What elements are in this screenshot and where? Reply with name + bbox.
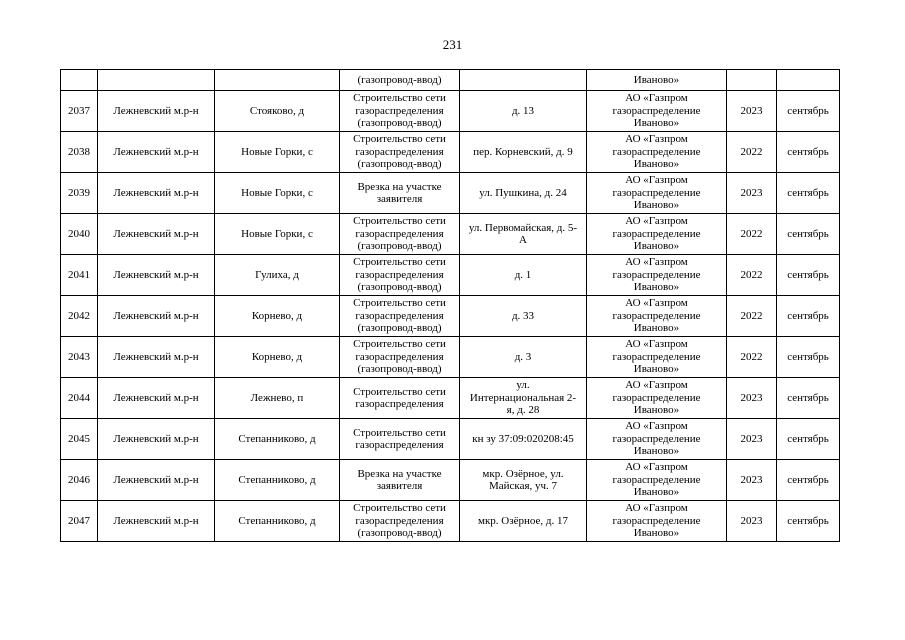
row-number-cell bbox=[61, 337, 98, 378]
year-cell bbox=[727, 214, 777, 255]
row-number-cell bbox=[61, 132, 98, 173]
cell-text: Корнево, д bbox=[251, 309, 303, 322]
cell-text: Строительство сети газораспределения (газопровод-ввод) bbox=[353, 215, 446, 253]
cell-text: Лежневский м.р-н bbox=[113, 104, 199, 117]
settlement-cell bbox=[215, 91, 340, 132]
district-cell bbox=[98, 296, 215, 337]
work-type-cell bbox=[340, 501, 460, 542]
year-cell bbox=[727, 337, 777, 378]
cell-text: 2042 bbox=[68, 309, 90, 322]
work-type-cell bbox=[340, 255, 460, 296]
organization-cell bbox=[587, 378, 727, 419]
settlement-cell bbox=[215, 337, 340, 378]
cell-text: сентябрь bbox=[787, 432, 829, 445]
organization-cell bbox=[587, 419, 727, 460]
cell-text: Лежневский м.р-н bbox=[113, 186, 199, 199]
address-cell bbox=[460, 255, 587, 296]
month-cell bbox=[777, 91, 840, 132]
cell-text: Строительство сети газораспределения bbox=[353, 385, 446, 410]
cell-text: АО «Газпром газораспределение Иваново» bbox=[612, 297, 701, 335]
cell-text: сентябрь bbox=[787, 227, 829, 240]
table-row bbox=[61, 460, 840, 501]
table-row bbox=[61, 173, 840, 214]
cell-text: сентябрь bbox=[787, 145, 829, 158]
settlement-cell bbox=[215, 460, 340, 501]
month-cell bbox=[777, 419, 840, 460]
cell-text: Лежневский м.р-н bbox=[113, 514, 199, 527]
cell-text: Лежневский м.р-н bbox=[113, 227, 199, 240]
month-cell bbox=[777, 460, 840, 501]
district-cell bbox=[98, 501, 215, 542]
address-cell bbox=[460, 296, 587, 337]
cell-text: д. 33 bbox=[511, 309, 535, 322]
district-cell bbox=[98, 173, 215, 214]
data-table bbox=[60, 69, 840, 542]
row-number-cell bbox=[61, 296, 98, 337]
cell-text: Лежневский м.р-н bbox=[113, 268, 199, 281]
district-cell bbox=[98, 337, 215, 378]
work-type-cell bbox=[340, 173, 460, 214]
cell-text: кн зу 37:09:020208:45 bbox=[472, 432, 574, 445]
year-cell bbox=[727, 132, 777, 173]
address-cell bbox=[460, 132, 587, 173]
year-cell bbox=[727, 173, 777, 214]
month-cell bbox=[777, 173, 840, 214]
row-number-cell bbox=[61, 91, 98, 132]
work-type-cell bbox=[340, 419, 460, 460]
cell-text: Врезка на участке заявителя bbox=[357, 467, 442, 492]
address-cell bbox=[460, 214, 587, 255]
cell-text: Степанниково, д bbox=[238, 473, 316, 486]
cell-text: 2022 bbox=[740, 145, 763, 158]
month-cell bbox=[777, 132, 840, 173]
settlement-cell bbox=[215, 378, 340, 419]
month-cell bbox=[777, 337, 840, 378]
table-row bbox=[61, 91, 840, 132]
row-number-cell bbox=[61, 70, 98, 91]
address-cell bbox=[460, 460, 587, 501]
settlement-cell bbox=[215, 214, 340, 255]
cell-text: ул. Первомайская, д. 5- А bbox=[468, 221, 578, 246]
cell-text: АО «Газпром газораспределение Иваново» bbox=[612, 174, 701, 212]
settlement-cell bbox=[215, 419, 340, 460]
cell-text: 2040 bbox=[68, 227, 90, 240]
cell-text: 2043 bbox=[68, 350, 90, 363]
organization-cell bbox=[587, 337, 727, 378]
cell-text: Строительство сети газораспределения (газопровод-ввод) bbox=[353, 297, 446, 335]
address-cell bbox=[460, 419, 587, 460]
cell-text: сентябрь bbox=[787, 309, 829, 322]
cell-text: Лежнево, п bbox=[250, 391, 304, 404]
cell-text: Степанниково, д bbox=[238, 432, 316, 445]
organization-cell bbox=[587, 132, 727, 173]
cell-text: Лежневский м.р-н bbox=[113, 432, 199, 445]
address-cell bbox=[460, 91, 587, 132]
cell-text: Строительство сети газораспределения (газопровод-ввод) bbox=[353, 133, 446, 171]
cell-text: Гулиха, д bbox=[255, 268, 299, 281]
work-type-cell bbox=[340, 214, 460, 255]
cell-text: д. 13 bbox=[511, 104, 535, 117]
district-cell bbox=[98, 460, 215, 501]
cell-text: 2037 bbox=[68, 104, 90, 117]
settlement-cell bbox=[215, 255, 340, 296]
cell-text: АО «Газпром газораспределение Иваново» bbox=[612, 133, 701, 171]
cell-text: 2047 bbox=[68, 514, 90, 527]
row-number-cell bbox=[61, 214, 98, 255]
cell-text: Корнево, д bbox=[251, 350, 303, 363]
month-cell bbox=[777, 501, 840, 542]
row-number-cell bbox=[61, 419, 98, 460]
cell-text: Строительство сети газораспределения (газопровод-ввод) bbox=[353, 92, 446, 130]
settlement-cell bbox=[215, 173, 340, 214]
cell-text: АО «Газпром газораспределение Иваново» bbox=[612, 338, 701, 376]
cell-text: Строительство сети газораспределения (газопровод-ввод) bbox=[353, 256, 446, 294]
district-cell bbox=[98, 70, 215, 91]
organization-cell bbox=[587, 460, 727, 501]
district-cell bbox=[98, 255, 215, 296]
work-type-cell bbox=[340, 460, 460, 501]
row-number-cell bbox=[61, 378, 98, 419]
row-number-cell bbox=[61, 255, 98, 296]
cell-text: сентябрь bbox=[787, 473, 829, 486]
month-cell bbox=[777, 296, 840, 337]
month-cell bbox=[777, 214, 840, 255]
settlement-cell bbox=[215, 296, 340, 337]
year-cell bbox=[727, 419, 777, 460]
settlement-cell bbox=[215, 501, 340, 542]
cell-text: Строительство сети газораспределения bbox=[353, 426, 446, 451]
district-cell bbox=[98, 91, 215, 132]
cell-text: Степанниково, д bbox=[238, 514, 316, 527]
table-row bbox=[61, 337, 840, 378]
cell-text: 2022 bbox=[740, 268, 763, 281]
table-row bbox=[61, 378, 840, 419]
organization-cell bbox=[587, 255, 727, 296]
cell-text: мкр. Озёрное, д. 17 bbox=[478, 514, 568, 527]
row-number-cell bbox=[61, 173, 98, 214]
cell-text: 2022 bbox=[740, 227, 763, 240]
table-row-continued bbox=[61, 70, 840, 91]
cell-text: Лежневский м.р-н bbox=[113, 391, 199, 404]
cell-text: 2023 bbox=[740, 473, 763, 486]
cell-text: Новые Горки, с bbox=[241, 186, 313, 199]
cell-text: 2023 bbox=[740, 514, 763, 527]
cell-text: АО «Газпром газораспределение Иваново» bbox=[612, 92, 701, 130]
table-row bbox=[61, 132, 840, 173]
cell-text: 2044 bbox=[68, 391, 90, 404]
cell-text: 2023 bbox=[740, 432, 763, 445]
cell-text: Лежневский м.р-н bbox=[113, 350, 199, 363]
year-cell bbox=[727, 296, 777, 337]
district-cell bbox=[98, 132, 215, 173]
cell-text: сентябрь bbox=[787, 268, 829, 281]
cell-text: АО «Газпром газораспределение Иваново» bbox=[612, 379, 701, 417]
organization-cell bbox=[587, 173, 727, 214]
cell-text: 2039 bbox=[68, 186, 90, 199]
address-cell bbox=[460, 70, 587, 91]
cell-text: ул. Интернациональная 2- я, д. 28 bbox=[469, 379, 577, 417]
cell-text: 2045 bbox=[68, 432, 90, 445]
cell-text: (газопровод-ввод) bbox=[357, 73, 442, 86]
cell-text: 2038 bbox=[68, 145, 90, 158]
cell-text: Лежневский м.р-н bbox=[113, 473, 199, 486]
address-cell bbox=[460, 378, 587, 419]
cell-text: ул. Пушкина, д. 24 bbox=[479, 186, 567, 199]
year-cell bbox=[727, 70, 777, 91]
settlement-cell bbox=[215, 70, 340, 91]
cell-text: Новые Горки, с bbox=[241, 145, 313, 158]
page-number: 231 bbox=[442, 37, 463, 52]
year-cell bbox=[727, 255, 777, 296]
address-cell bbox=[460, 337, 587, 378]
cell-text: АО «Газпром газораспределение Иваново» bbox=[612, 420, 701, 458]
cell-text: АО «Газпром газораспределение Иваново» bbox=[612, 215, 701, 253]
district-cell bbox=[98, 419, 215, 460]
cell-text: 2023 bbox=[740, 104, 763, 117]
organization-cell bbox=[587, 70, 727, 91]
cell-text: АО «Газпром газораспределение Иваново» bbox=[612, 461, 701, 499]
address-cell bbox=[460, 501, 587, 542]
cell-text: 2022 bbox=[740, 350, 763, 363]
cell-text: 2023 bbox=[740, 391, 763, 404]
district-cell bbox=[98, 214, 215, 255]
work-type-cell bbox=[340, 70, 460, 91]
year-cell bbox=[727, 501, 777, 542]
organization-cell bbox=[587, 296, 727, 337]
year-cell bbox=[727, 91, 777, 132]
work-type-cell bbox=[340, 132, 460, 173]
cell-text: Стояково, д bbox=[249, 104, 305, 117]
row-number-cell bbox=[61, 460, 98, 501]
table-row bbox=[61, 255, 840, 296]
cell-text: Лежневский м.р-н bbox=[113, 145, 199, 158]
cell-text: пер. Корневский, д. 9 bbox=[473, 145, 573, 158]
cell-text: сентябрь bbox=[787, 350, 829, 363]
address-cell bbox=[460, 173, 587, 214]
cell-text: Строительство сети газораспределения (газопровод-ввод) bbox=[353, 502, 446, 540]
settlement-cell bbox=[215, 132, 340, 173]
table-row bbox=[61, 214, 840, 255]
cell-text: 2046 bbox=[68, 473, 90, 486]
row-number-cell bbox=[61, 501, 98, 542]
cell-text: мкр. Озёрное, ул. Майская, уч. 7 bbox=[482, 467, 564, 492]
month-cell bbox=[777, 255, 840, 296]
cell-text: д. 3 bbox=[514, 350, 532, 363]
organization-cell bbox=[587, 214, 727, 255]
month-cell bbox=[777, 378, 840, 419]
cell-text: АО «Газпром газораспределение Иваново» bbox=[612, 256, 701, 294]
cell-text: АО «Газпром газораспределение Иваново» bbox=[612, 502, 701, 540]
cell-text: Врезка на участке заявителя bbox=[357, 180, 442, 205]
cell-text: Новые Горки, с bbox=[241, 227, 313, 240]
cell-text: Иваново» bbox=[633, 73, 680, 86]
table-row bbox=[61, 296, 840, 337]
cell-text: Строительство сети газораспределения (газопровод-ввод) bbox=[353, 338, 446, 376]
cell-text: сентябрь bbox=[787, 391, 829, 404]
cell-text: сентябрь bbox=[787, 514, 829, 527]
work-type-cell bbox=[340, 378, 460, 419]
district-cell bbox=[98, 378, 215, 419]
work-type-cell bbox=[340, 337, 460, 378]
cell-text: д. 1 bbox=[514, 268, 532, 281]
cell-text: 2022 bbox=[740, 309, 763, 322]
year-cell bbox=[727, 378, 777, 419]
cell-text: сентябрь bbox=[787, 104, 829, 117]
organization-cell bbox=[587, 91, 727, 132]
cell-text: Лежневский м.р-н bbox=[113, 309, 199, 322]
work-type-cell bbox=[340, 91, 460, 132]
month-cell bbox=[777, 70, 840, 91]
cell-text: 2041 bbox=[68, 268, 90, 281]
organization-cell bbox=[587, 501, 727, 542]
year-cell bbox=[727, 460, 777, 501]
cell-text: сентябрь bbox=[787, 186, 829, 199]
table-row bbox=[61, 501, 840, 542]
work-type-cell bbox=[340, 296, 460, 337]
table-row bbox=[61, 419, 840, 460]
cell-text: 2023 bbox=[740, 186, 763, 199]
